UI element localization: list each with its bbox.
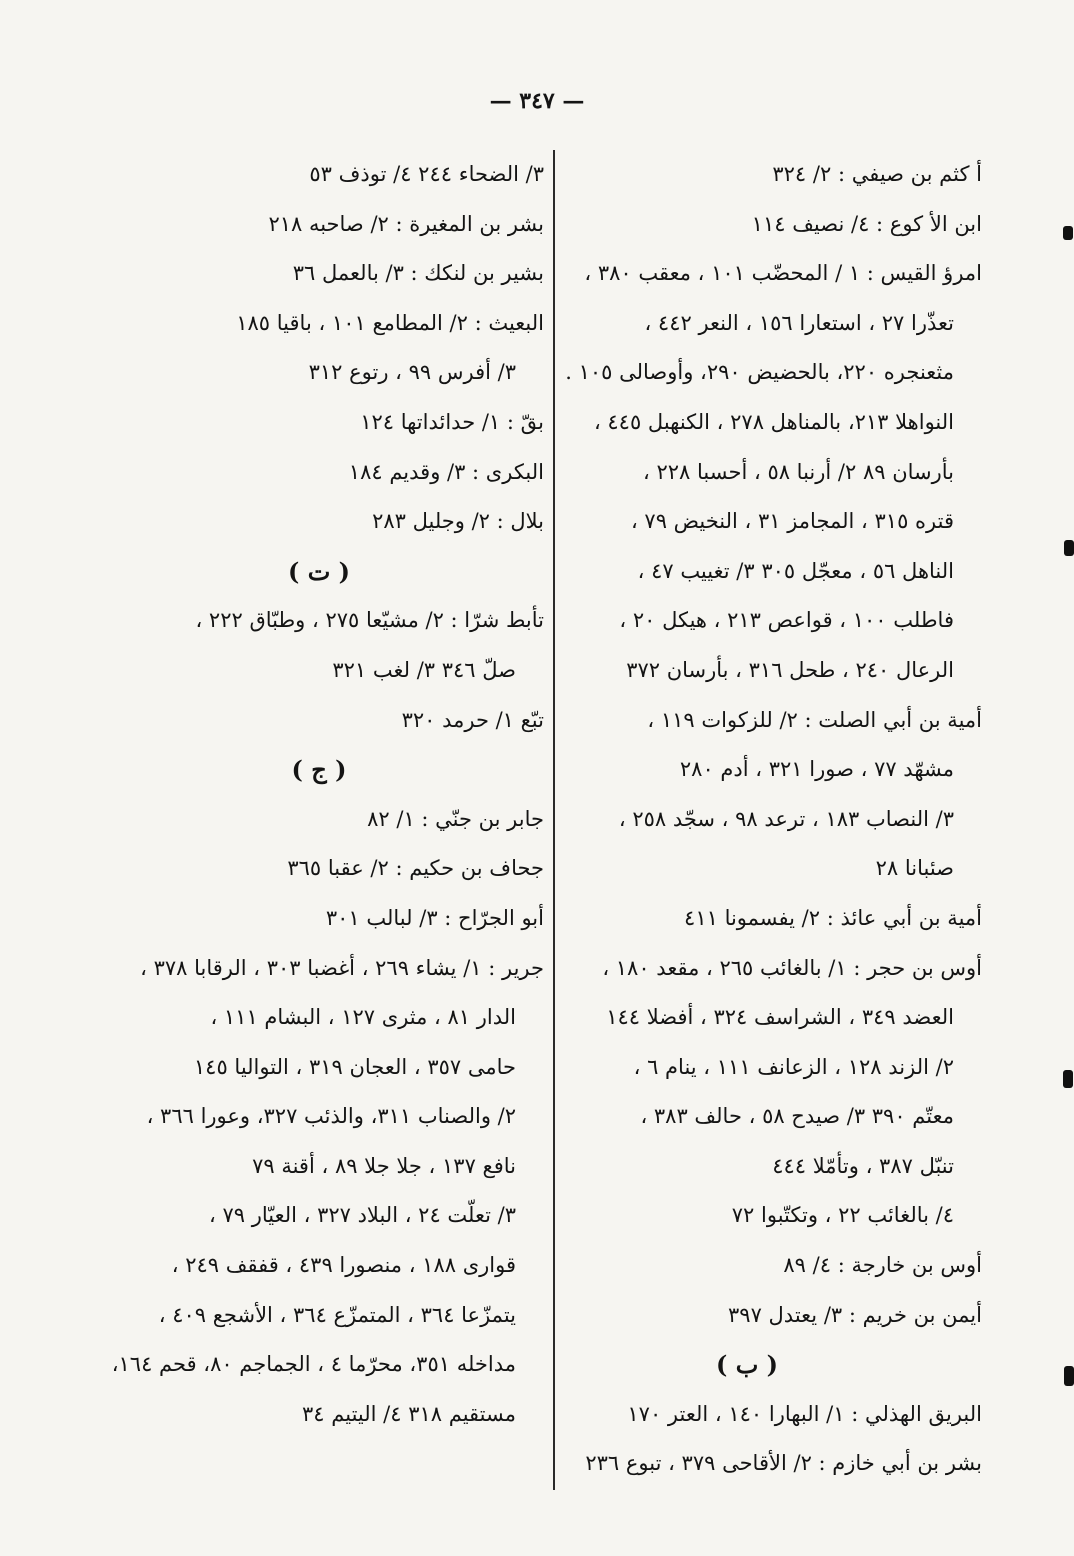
index-entry-line: مشهّد ٧٧ ، صورا ٣٢١ ، أدم ٢٨٠ — [679, 757, 954, 782]
index-entry-line: جرير : ١/ يشاء ٢٦٩ ، أغضبا ٣٠٣ ، الرقابا ٣٧٨ ، — [140, 955, 544, 980]
index-entry-line: أ كثم بن صيفي : ٢/ ٣٢٤ — [772, 162, 982, 186]
page-number: — ٣٤٧ — — [489, 88, 585, 114]
edge-mark — [1063, 1070, 1073, 1088]
index-entry-line: ٢/ الزند ١٢٨ ، الزعانف ١١١ ، ينام ٦ ، — [633, 1054, 954, 1079]
index-entry-line: الرعال ٢٤٠ ، طحل ٣١٦ ، بأرسان ٣٧٢ — [626, 657, 954, 682]
index-entry-line: بلال : ٢/ وجليل ٢٨٣ — [372, 509, 544, 534]
edge-mark — [1064, 540, 1074, 556]
index-entry-line: بأرسان ٨٩ ٢/ أرنبا ٥٨ ، أحسبا ٢٢٨ ، — [643, 459, 954, 484]
section-letter-heading: ( ب ) — [715, 1350, 778, 1380]
index-entry-line: تعذّرا ٢٧ ، استعارا ١٥٦ ، النعر ٤٤٢ ، — [644, 310, 954, 335]
index-entry-line: أبو الجرّاح : ٣/ لبالب ٣٠١ — [325, 905, 544, 930]
index-entry-line: البعيث : ٢/ المطامع ١٠١ ، باقيا ١٨٥ — [236, 310, 544, 335]
index-entry-line: جحاف بن حكيم : ٢/ عقبا ٣٦٥ — [287, 856, 544, 881]
index-entry-line: ٢/ والصناب ٣١١، والذئب ٣٢٧، وعورا ٣٦٦ ، — [146, 1104, 516, 1129]
index-entry-line: نافع ١٣٧ ، جلا جلا ٨٩ ، أقنة ٧٩ — [252, 1153, 516, 1178]
section-letter-heading: ( ت ) — [287, 556, 350, 586]
index-entry-line: تنبّل ٣٨٧ ، وتأمّلا ٤٤٤ — [772, 1153, 954, 1178]
index-entry-line: الدار ٨١ ، مثرى ١٢٧ ، البشام ١١١ ، — [210, 1005, 516, 1030]
index-entry-line: امرؤ القيس : ١ / المحضّب ١٠١ ، معقب ٣٨٠ ، — [584, 261, 982, 286]
index-entry-line: صئبانا ٢٨ — [875, 856, 954, 881]
column-divider — [553, 150, 555, 1490]
index-entry-line: معتّم ٣٩٠ ٣/ صيدح ٥٨ ، حالف ٣٨٣ ، — [640, 1104, 954, 1129]
index-entry-line: بشر بن أبي خازم : ٢/ الأقاحى ٣٧٩ ، تبوع ٢٣٦ — [585, 1451, 982, 1476]
index-entry-line: النواهلا ٢١٣، بالمناهل ٢٧٨ ، الكنهبل ٤٤٥ ، — [593, 409, 954, 434]
index-entry-line: العضد ٣٤٩ ، الشراسف ٣٢٤ ، أفضلا ١٤٤ — [606, 1005, 954, 1030]
index-entry-line: أوس بن خارجة : ٤/ ٨٩ — [783, 1253, 982, 1278]
index-entry-line: صلّ ٣٤٦ ٣/ لغب ٣٢١ — [332, 657, 516, 682]
index-entry-line: أمية بن أبي عائذ : ٢/ يفسمونا ٤١١ — [684, 905, 982, 930]
index-entry-line: جابر بن جنّي : ١/ ٨٢ — [367, 806, 544, 831]
index-entry-line: البكرى : ٣/ وقديم ١٨٤ — [348, 459, 544, 484]
index-entry-line: ٣/ النصاب ١٨٣ ، ترعد ٩٨ ، سجّد ٢٥٨ ، — [618, 806, 954, 831]
index-entry-line: ٤/ بالغائب ٢٢ ، وتكتّبوا ٧٢ — [731, 1203, 954, 1228]
index-entry-line: ابن الأ كوع : ٤/ نصيف ١١٤ — [751, 211, 982, 236]
index-entry-line: أيمن بن خريم : ٣/ يعتدل ٣٩٧ — [728, 1302, 982, 1327]
index-column-left — [94, 150, 544, 1439]
index-entry-line: يتمزّعا ٣٦٤ ، المتمزّع ٣٦٤ ، الأشجع ٤٠٩ ، — [158, 1302, 516, 1327]
index-entry-line: أوس بن حجر : ١/ بالغائب ٢٦٥ ، مقعد ١٨٠ ، — [602, 955, 982, 980]
index-entry-line: ٣/ أفرس ٩٩ ، رتوع ٣١٢ — [308, 360, 516, 385]
index-column-right — [512, 150, 982, 1489]
index-entry-line: الناهل ٥٦ ، معجّل ٣٠٥ ٣/ تغييب ٤٧ ، — [637, 558, 954, 583]
index-entry-line: مستقيم ٣١٨ ٤/ اليتيم ٣٤ — [302, 1401, 516, 1426]
index-entry-line: مداخله ٣٥١، محرّما ٤ ، الجماجم ٨٠، قحم ١٦٤، — [111, 1352, 516, 1377]
index-entry-line: ٣/ تعلّت ٢٤ ، البلاد ٣٢٧ ، العيّار ٧٩ ، — [209, 1203, 516, 1228]
section-letter-heading: ( ج ) — [291, 755, 347, 785]
index-entry-line: قوارى ١٨٨ ، منصورا ٤٣٩ ، قفقف ٢٤٩ ، — [171, 1253, 516, 1278]
index-entry-line: ٣/ الضحاء ٢٤٤ ٤/ توذف ٥٣ — [309, 162, 544, 186]
index-entry-line: بقّ : ١/ حدائداتها ١٢٤ — [360, 409, 544, 434]
edge-mark — [1063, 226, 1073, 240]
index-entry-line: بشير بن لنكك : ٣/ بالعمل ٣٦ — [292, 261, 544, 286]
index-entry-line: تأبط شرّا : ٢/ مشيّعا ٢٧٥ ، وطبّاق ٢٢٢ ، — [195, 608, 544, 633]
index-entry-line: حامى ٣٥٧ ، العجان ٣١٩ ، التواليا ١٤٥ — [193, 1054, 516, 1079]
index-entry-line: مثعنجره ٢٢٠، بالحضيض ٢٩٠، وأوصالى ١٠٥ . — [565, 360, 954, 385]
index-entry-line: أمية بن أبي الصلت : ٢/ للزكوات ١١٩ ، — [647, 707, 982, 732]
index-entry-line: بشر بن المغيرة : ٢/ صاحبه ٢١٨ — [268, 211, 544, 236]
index-entry-line: قتره ٣١٥ ، المجامز ٣١ ، النخيض ٧٩ ، — [630, 509, 954, 534]
index-entry-line: البريق الهذلي : ١/ البهارا ١٤٠ ، العتر ١٧٠ — [627, 1401, 982, 1426]
index-entry-line: تبّع ١/ حرمد ٣٢٠ — [401, 707, 544, 732]
edge-mark — [1064, 1366, 1074, 1386]
index-entry-line: فاطلب ١٠٠ ، قواعص ٢١٣ ، هيكل ٢٠ ، — [619, 608, 954, 633]
